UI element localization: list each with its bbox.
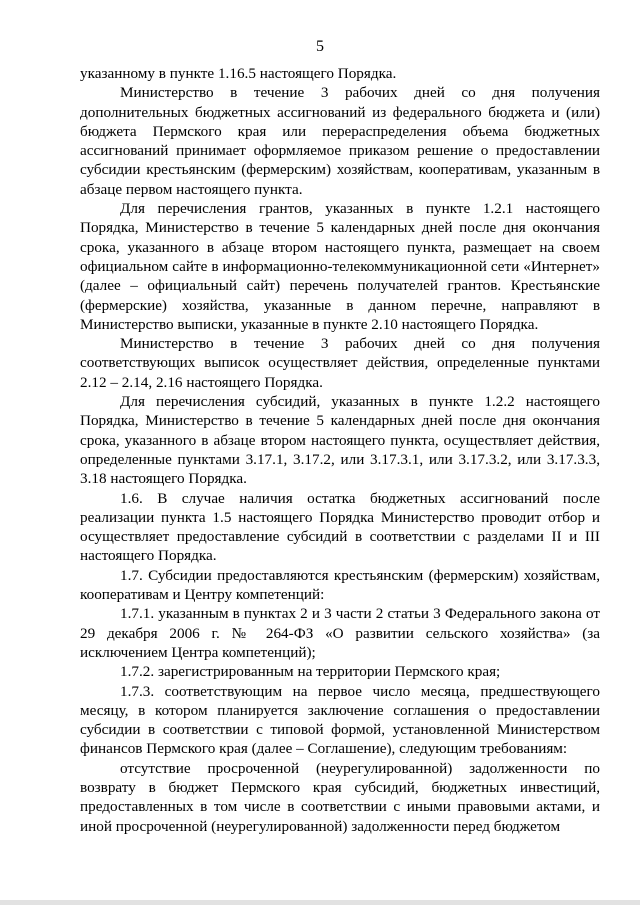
paragraph-continuation: указанному в пункте 1.16.5 настоящего Порядка. [80, 65, 397, 82]
paragraph-subsidies: Для перечисления субсидий, указанных в пункте 1.2.2 настоящего Порядка, Министерство в течение 5 календарных дней после дня окончания срока, указанного в абзаце втором настоящего пункта, осуществляет действия, определенные пунктами 3.17.1, 3.17.2, или 3.17.3.1, или 3.17.3.2, или 3.17.3.3, 3.18 настоящего Порядка. [80, 393, 600, 488]
paragraph-requirement-debt: отсутствие просроченной (неурегулированной) задолженности по возврату в бюджет Пермского края субсидий, бюджетных инвестиций, предоставленных в том числе в соответствии с иными правовыми актами, и иной просроченной (неурегулированной) задолженности перед бюджетом [80, 759, 600, 835]
page-number: 5 [316, 38, 324, 55]
paragraph-ministry-actions: Министерство в течение 3 рабочих дней со дня получения соответствующих выписок осуществляет действия, определенные пунктами 2.12 – 2.14, 2.16 настоящего Порядка. [80, 335, 600, 391]
paragraph-grants: Для перечисления грантов, указанных в пункте 1.2.1 настоящего Порядка, Министерство в течение 5 календарных дней после дня окончания срока, указанного в абзаце втором настоящего пункта, размещает на своем официальном сайте в информационно-телекоммуникационной сети «Интернет» (далее – официальный сайт) перечень получателей грантов. Крестьянские (фермерские) хозяйства, указанные в данном перечне, направляют в Министерство выписки, указанные в пункте 2.10 настоящего Порядка. [80, 200, 600, 333]
paragraph-1-6: 1.6. В случае наличия остатка бюджетных ассигнований после реализации пункта 1.5 настоящего Порядка Министерство проводит отбор и осуществляет предоставление субсидий в соответствии с разделами II и III настоящего Порядка. [80, 489, 600, 565]
paragraph-1-7-3: 1.7.3. соответствующим на первое число месяца, предшествующего месяцу, в котором планируется заключение соглашения о предоставлении субсидии в соответствии с типовой формой, установленной Министерством финансов Пермского края (далее – Соглашение), следующим требованиям: [80, 682, 600, 758]
document-body [80, 64, 600, 836]
paragraph-1-7-1: 1.7.1. указанным в пунктах 2 и 3 части 2 статьи 3 Федерального закона от 29 декабря 2006 г. № 264-ФЗ «О развитии сельского хозяйства» (за исключением Центра компетенций); [80, 605, 600, 661]
paragraph-decision: Министерство в течение 3 рабочих дней со дня получения дополнительных бюджетных ассигнований из федерального бюджета и (или) бюджета Пермского края или перераспределения объема бюджетных ассигнований принимает оформляемое приказом решение о предоставлении субсидии крестьянским (фермерским) хозяйствам, кооперативам, указанным в абзаце первом настоящего пункта. [80, 84, 600, 198]
paragraph-1-7: 1.7. Субсидии предоставляются крестьянским (фермерским) хозяйствам, кооперативам и Центру компетенций: [80, 566, 600, 604]
paragraph-1-7-2: 1.7.2. зарегистрированным на территории Пермского края; [120, 663, 501, 681]
scan-bottom-edge [0, 900, 640, 905]
